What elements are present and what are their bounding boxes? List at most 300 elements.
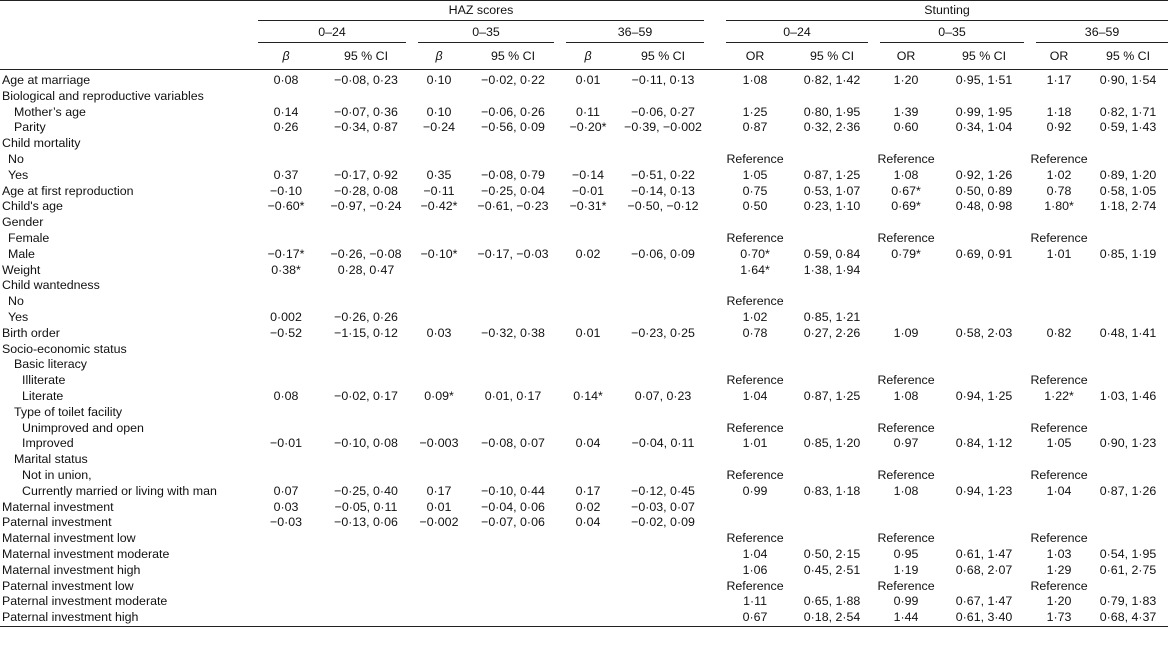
- row-label: Type of toilet facility: [14, 404, 123, 419]
- table-cell: [320, 610, 412, 626]
- table-cell: [412, 357, 466, 373]
- table-cell: [720, 342, 790, 358]
- table-cell: [560, 152, 616, 168]
- col-or-1: OR: [720, 43, 790, 70]
- table-cell: 0·59, 0·84: [803, 246, 861, 261]
- table-cell: 0·67: [720, 610, 790, 626]
- table-cell: 0·11: [576, 104, 600, 119]
- table-cell: 0·67, 1·47: [955, 594, 1013, 609]
- table-cell: 0·95, 1·51: [955, 73, 1013, 87]
- table-cell: [1088, 515, 1168, 531]
- row-label: Age at marriage: [2, 73, 91, 87]
- table-cell: [790, 136, 874, 152]
- table-cell: −0·10: [269, 183, 303, 198]
- table-cell: [874, 310, 938, 326]
- table-cell: −0·34, 0·87: [334, 120, 398, 135]
- table-cell: [252, 136, 320, 152]
- table-cell: [938, 452, 1030, 468]
- table-cell: [252, 89, 320, 105]
- table-cell: [560, 136, 616, 152]
- table-cell: [938, 278, 1030, 294]
- table-cell: [874, 294, 938, 310]
- table-cell: [252, 278, 320, 294]
- table-cell: 1·01: [742, 436, 768, 451]
- table-cell: [1088, 468, 1168, 484]
- table-cell: Reference: [877, 467, 935, 482]
- table-cell: [560, 373, 616, 389]
- table-cell: 0·65, 1·88: [803, 594, 861, 609]
- table-cell: [252, 215, 320, 231]
- table-cell: 0·87, 1·25: [803, 167, 861, 182]
- table-cell: [938, 515, 1030, 531]
- row-label: Basic literacy: [14, 357, 87, 372]
- table-row: [0, 247, 1168, 263]
- table-cell: [320, 89, 412, 105]
- table-cell: 0·04: [575, 436, 601, 451]
- table-cell: [790, 294, 874, 310]
- table-cell: 0·75: [742, 183, 768, 198]
- table-cell: Reference: [726, 230, 784, 245]
- table-cell: [412, 563, 466, 579]
- table-cell: [252, 563, 320, 579]
- row-label: Yes: [8, 167, 29, 182]
- table-cell: [466, 531, 560, 547]
- table-cell: [412, 547, 466, 563]
- gap-cell: [710, 136, 720, 152]
- table-cell: Reference: [1030, 531, 1088, 546]
- table-cell: [1030, 136, 1088, 152]
- table-cell: 0·61, 1·47: [955, 546, 1013, 561]
- table-cell: [252, 342, 320, 358]
- table-cell: [1030, 500, 1088, 516]
- table-cell: [412, 579, 466, 595]
- table-cell: 0·58, 2·03: [955, 325, 1013, 340]
- row-label: Biological and reproductive variables: [2, 88, 204, 103]
- table-cell: −0·07, 0·06: [481, 515, 545, 530]
- row-label: Male: [8, 246, 35, 261]
- table-cell: Reference: [877, 373, 935, 388]
- table-cell: [560, 547, 616, 563]
- table-cell: [1030, 89, 1088, 105]
- header-gap-2: [710, 21, 720, 43]
- header-group-haz-label: HAZ scores: [258, 1, 704, 21]
- table-cell: 0·85, 1·19: [1099, 246, 1157, 261]
- table-cell: −0·08, 0·23: [334, 73, 398, 87]
- gap-cell: [710, 168, 720, 184]
- gap-cell: [710, 120, 720, 136]
- table-cell: 1·05: [1046, 436, 1072, 451]
- gap-cell: [710, 326, 720, 342]
- table-cell: [720, 500, 790, 516]
- stub-header-2: [0, 21, 252, 43]
- gap-cell: [710, 547, 720, 563]
- table-cell: [616, 547, 710, 563]
- table-cell: [938, 263, 1030, 279]
- table-cell: 1·20: [893, 73, 919, 87]
- table-cell: [466, 278, 560, 294]
- table-cell: [252, 452, 320, 468]
- table-cell: −0·002: [419, 515, 459, 530]
- table-cell: [938, 421, 1030, 437]
- table-cell: 0·03: [426, 325, 452, 340]
- table-cell: [560, 357, 616, 373]
- table-cell: 0·85, 1·21: [803, 309, 861, 324]
- col-ci-6: 95 % CI: [1088, 43, 1168, 70]
- table-cell: [560, 452, 616, 468]
- row-label: Yes: [8, 309, 29, 324]
- table-cell: [412, 278, 466, 294]
- table-cell: −0·13, 0·06: [334, 515, 398, 530]
- gap-cell: [710, 70, 720, 89]
- table-cell: 0·38*: [271, 262, 301, 277]
- table-cell: [560, 405, 616, 421]
- table-cell: 0·07, 0·23: [634, 388, 692, 403]
- table-cell: Reference: [1030, 151, 1088, 166]
- table-cell: −0·17*: [267, 246, 305, 261]
- table-cell: [466, 310, 560, 326]
- table-cell: 1·44: [874, 610, 938, 626]
- table-cell: −0·60*: [267, 199, 305, 214]
- table-cell: −0·56, 0·09: [481, 120, 545, 135]
- header-group-stunting: [720, 1, 1168, 22]
- table-cell: [1088, 342, 1168, 358]
- table-row: [0, 373, 1168, 389]
- table-cell: [938, 405, 1030, 421]
- table-cell: [790, 152, 874, 168]
- table-row: [0, 152, 1168, 168]
- table-cell: 0·45, 2·51: [803, 562, 861, 577]
- col-ci-2: 95 % CI: [466, 43, 560, 70]
- table-cell: [412, 610, 466, 626]
- table-cell: 0·01, 0·17: [484, 388, 542, 403]
- table-cell: [252, 152, 320, 168]
- table-cell: −0·97, −0·24: [330, 199, 402, 214]
- table-cell: [790, 579, 874, 595]
- table-cell: [320, 278, 412, 294]
- table-cell: 0·87: [742, 120, 768, 135]
- table-row: [0, 357, 1168, 373]
- table-row: [0, 468, 1168, 484]
- table-cell: [720, 515, 790, 531]
- table-cell: [616, 357, 710, 373]
- table-cell: 0·17: [426, 483, 452, 498]
- row-label: Not in union,: [22, 467, 92, 482]
- table-row: [0, 278, 1168, 294]
- table-cell: [560, 468, 616, 484]
- table-cell: [938, 468, 1030, 484]
- table-cell: 0·14*: [573, 388, 603, 403]
- row-label: Child wantedness: [2, 278, 100, 293]
- table-cell: [560, 310, 616, 326]
- table-cell: 0·99, 1·95: [955, 104, 1013, 119]
- table-row: [0, 515, 1168, 531]
- table-cell: 1·20: [1046, 594, 1072, 609]
- row-label: Maternal investment low: [2, 531, 136, 546]
- table-cell: [874, 136, 938, 152]
- table-cell: −0·08, 0·07: [481, 436, 545, 451]
- table-cell: [790, 215, 874, 231]
- table-cell: −0·24: [422, 120, 456, 135]
- gap-cell: [710, 263, 720, 279]
- table-cell: [320, 357, 412, 373]
- table-cell: [1088, 452, 1168, 468]
- table-cell: [1088, 136, 1168, 152]
- table-cell: [252, 405, 320, 421]
- table-cell: −0·14, 0·13: [631, 183, 695, 198]
- table-cell: [560, 579, 616, 595]
- table-row: [0, 436, 1168, 452]
- table-cell: 0·69*: [891, 199, 921, 214]
- table-cell: [616, 373, 710, 389]
- age-header-3: 36–59: [560, 21, 710, 43]
- table-cell: [320, 563, 412, 579]
- table-cell: [412, 421, 466, 437]
- gap-cell: [710, 105, 720, 121]
- table-cell: [466, 405, 560, 421]
- table-cell: 0·34, 1·04: [955, 120, 1013, 135]
- table-cell: 0·90, 1·54: [1099, 73, 1157, 87]
- table-cell: Reference: [726, 294, 784, 309]
- table-cell: [1088, 421, 1168, 437]
- table-cell: 1·18: [1046, 104, 1072, 119]
- table-cell: 1·08: [893, 388, 919, 403]
- table-cell: [466, 373, 560, 389]
- table-cell: 0·04: [575, 515, 601, 530]
- table-row: [0, 452, 1168, 468]
- table-cell: [874, 500, 938, 516]
- gap-cell: [710, 405, 720, 421]
- table-cell: [252, 421, 320, 437]
- table-cell: [938, 231, 1030, 247]
- table-cell: 0·61, 3·40: [938, 610, 1030, 626]
- table-cell: 1·04: [1046, 483, 1072, 498]
- table-cell: 1·11: [743, 594, 767, 609]
- gap-cell: [710, 531, 720, 547]
- table-cell: −0·02, 0·09: [631, 515, 695, 530]
- table-row: [0, 342, 1168, 358]
- table-cell: [790, 89, 874, 105]
- gap-cell: [710, 294, 720, 310]
- row-label: Maternal investment high: [2, 562, 141, 577]
- table-cell: 0·85, 1·20: [803, 436, 861, 451]
- gap-cell: [710, 152, 720, 168]
- row-label: No: [8, 151, 24, 166]
- table-row: [0, 421, 1168, 437]
- table-cell: [1088, 231, 1168, 247]
- table-cell: −0·10, 0·08: [334, 436, 398, 451]
- table-cell: [466, 468, 560, 484]
- col-beta-2: β: [412, 43, 466, 70]
- table-cell: 0·50, 2·15: [803, 546, 861, 561]
- table-cell: 0·89, 1·20: [1099, 167, 1157, 182]
- table-cell: [560, 421, 616, 437]
- table-cell: 0·78: [1046, 183, 1072, 198]
- table-cell: −0·17, −0·03: [477, 246, 549, 261]
- table-cell: 0·99: [893, 594, 919, 609]
- table-cell: [560, 563, 616, 579]
- table-cell: [874, 515, 938, 531]
- table-cell: 0·70*: [740, 246, 770, 261]
- table-cell: 0·002: [270, 309, 302, 324]
- col-ci-4: 95 % CI: [790, 43, 874, 70]
- table-cell: 1·17: [1046, 73, 1072, 87]
- table-cell: 0·48, 1·41: [1099, 325, 1157, 340]
- table-cell: [320, 152, 412, 168]
- table-cell: 1·80*: [1044, 199, 1074, 214]
- table-cell: 1·73: [1030, 610, 1088, 626]
- table-cell: [616, 421, 710, 437]
- table-cell: 1·01: [1046, 246, 1072, 261]
- row-label: Paternal investment high: [0, 610, 252, 626]
- table-cell: [320, 468, 412, 484]
- table-cell: −0·05, 0·11: [334, 499, 398, 514]
- table-cell: [1088, 579, 1168, 595]
- table-cell: [616, 405, 710, 421]
- table-cell: −0·26, 0·26: [334, 309, 398, 324]
- row-label: Socio-economic status: [2, 341, 127, 356]
- table-cell: 0·27, 2·26: [803, 325, 861, 340]
- table-cell: [1030, 278, 1088, 294]
- row-label: Child's age: [2, 199, 63, 214]
- table-cell: −0·39, −0·002: [624, 120, 702, 135]
- table-cell: [252, 610, 320, 626]
- table-cell: 0·69, 0·91: [955, 246, 1013, 261]
- table-cell: 0·97: [893, 436, 919, 451]
- table-cell: −0·04, 0·06: [481, 499, 545, 514]
- table-cell: 0·17: [575, 483, 601, 498]
- table-cell: [616, 531, 710, 547]
- table-cell: [938, 89, 1030, 105]
- table-cell: [320, 342, 412, 358]
- table-cell: Reference: [877, 151, 935, 166]
- table-cell: 0·26: [273, 120, 299, 135]
- table-cell: [938, 136, 1030, 152]
- table-cell: [320, 294, 412, 310]
- gap-cell: [710, 278, 720, 294]
- table-cell: 1·03, 1·46: [1099, 388, 1157, 403]
- table-cell: [560, 215, 616, 231]
- table-row: [0, 310, 1168, 326]
- table-cell: [616, 579, 710, 595]
- table-cell: −0·02, 0·17: [334, 388, 398, 403]
- table-cell: [938, 215, 1030, 231]
- table-row: [0, 136, 1168, 152]
- gap-cell: [710, 215, 720, 231]
- table-cell: Reference: [726, 420, 784, 435]
- table-cell: [1088, 152, 1168, 168]
- table-cell: [560, 278, 616, 294]
- table-cell: −0·07, 0·36: [334, 104, 398, 119]
- table-cell: −1·15, 0·12: [334, 325, 398, 340]
- header-gap: [710, 1, 720, 22]
- table-cell: Reference: [726, 531, 784, 546]
- table-cell: 0·60: [893, 120, 919, 135]
- table-cell: [412, 231, 466, 247]
- table-cell: −0·11, 0·13: [631, 73, 695, 87]
- table-header: [0, 1, 1168, 70]
- gap-cell: [710, 199, 720, 215]
- table-cell: [252, 231, 320, 247]
- table-cell: 1·02: [1046, 167, 1072, 182]
- row-label: Currently married or living with man: [22, 483, 217, 498]
- table-cell: 0·87, 1·26: [1099, 483, 1157, 498]
- table-cell: [874, 357, 938, 373]
- table-cell: [320, 373, 412, 389]
- table-cell: 1·05: [742, 167, 768, 182]
- table-cell: [1088, 310, 1168, 326]
- table-cell: −0·02, 0·22: [481, 73, 545, 87]
- table-cell: 1·08: [742, 73, 768, 87]
- table-cell: [320, 452, 412, 468]
- table-cell: [790, 357, 874, 373]
- table-cell: 1·08: [893, 167, 919, 182]
- table-cell: [412, 152, 466, 168]
- table-cell: 0·03: [273, 499, 299, 514]
- table-cell: 0·35: [426, 167, 452, 182]
- gap-cell: [710, 310, 720, 326]
- table-row: [0, 579, 1168, 595]
- table-row: [0, 563, 1168, 579]
- table-cell: 0·58, 1·05: [1099, 183, 1157, 198]
- table-cell: [560, 342, 616, 358]
- table-cell: 0·87, 1·25: [803, 388, 861, 403]
- table-cell: [1030, 405, 1088, 421]
- gap-cell: [710, 610, 720, 626]
- gap-cell: [710, 594, 720, 610]
- table-cell: [412, 215, 466, 231]
- table-cell: 1·08: [893, 483, 919, 498]
- table-body: [0, 70, 1168, 627]
- table-cell: [1088, 357, 1168, 373]
- table-cell: [1088, 294, 1168, 310]
- table-cell: [1030, 215, 1088, 231]
- table-cell: [412, 342, 466, 358]
- header-group-haz: [252, 1, 710, 22]
- table-cell: [874, 452, 938, 468]
- row-label: Marital status: [14, 452, 88, 467]
- table-cell: [1088, 263, 1168, 279]
- table-row: [0, 105, 1168, 121]
- table-cell: [560, 231, 616, 247]
- table-cell: [466, 579, 560, 595]
- table-cell: 1·04: [742, 546, 768, 561]
- table-cell: 0·23, 1·10: [803, 199, 861, 214]
- table-cell: −0·003: [419, 436, 459, 451]
- table-cell: 1·04: [742, 388, 768, 403]
- table-cell: −0·28, 0·08: [334, 183, 398, 198]
- col-gap: [710, 43, 720, 70]
- table-row: [0, 168, 1168, 184]
- table-cell: Reference: [1030, 467, 1088, 482]
- table-cell: [938, 500, 1030, 516]
- table-cell: [1030, 357, 1088, 373]
- table-cell: [466, 231, 560, 247]
- table-cell: −0·42*: [420, 199, 458, 214]
- table-cell: [560, 610, 616, 626]
- table-cell: 0·90, 1·23: [1099, 436, 1157, 451]
- table-row: [0, 405, 1168, 421]
- gap-cell: [710, 452, 720, 468]
- age-header-6: 36–59: [1030, 21, 1168, 43]
- table-cell: [320, 136, 412, 152]
- gap-cell: [710, 342, 720, 358]
- table-cell: [938, 357, 1030, 373]
- table-cell: 0·48, 0·98: [955, 199, 1013, 214]
- gap-cell: [710, 515, 720, 531]
- table-cell: 0·53, 1·07: [803, 183, 861, 198]
- age-header-5: 0–35: [874, 21, 1030, 43]
- row-label: Illiterate: [22, 373, 66, 388]
